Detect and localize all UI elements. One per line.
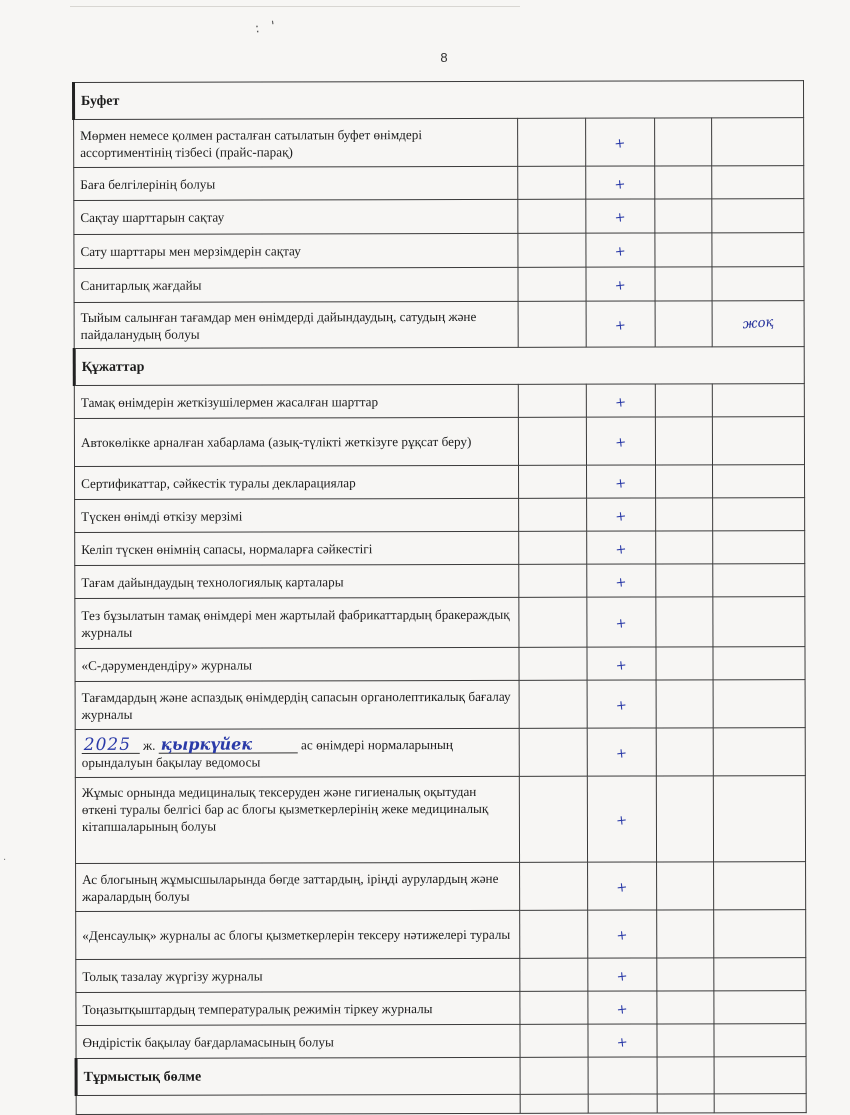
checklist-row [74, 384, 804, 419]
row-label: Сату шарттары мен мерзімдерін сақтау [74, 233, 518, 268]
row-label: Ас блогының жұмысшыларында бөгде заттардың, іріңді аурулардың және жаралардың болуы [76, 862, 520, 911]
row-label: «Денсаулық» журналы ас блогы қызметкерлерін тексеру нәтижелері туралы [76, 910, 520, 959]
cell-empty [519, 597, 587, 647]
cell-empty [714, 1057, 806, 1094]
cell-empty [656, 465, 713, 498]
cell-empty [713, 597, 805, 647]
handwritten-plus-mark: + [616, 968, 629, 985]
cell-empty [713, 680, 805, 728]
check-mark-cell [585, 233, 655, 267]
cell-empty [519, 862, 587, 910]
check-mark-cell [585, 199, 655, 233]
section-title: Тұрмыстық бөлме [76, 1057, 520, 1095]
note-cell [712, 233, 804, 267]
cell-empty [714, 862, 806, 910]
cell-empty [656, 384, 713, 417]
cell-empty [519, 564, 587, 597]
cell-empty [519, 680, 587, 728]
cell-empty [713, 417, 805, 465]
row-label: Тыйым салынған тағамдар мен өнімдерді дайындаудың, сатудың және пайдаланудың болуы [74, 301, 518, 348]
cell-empty [714, 991, 806, 1024]
note-cell [712, 199, 804, 233]
check-mark-cell [586, 417, 656, 465]
check-mark-cell [585, 118, 655, 166]
handwritten-plus-mark: + [615, 616, 628, 633]
checklist-row [76, 991, 806, 1026]
handwritten-plus-mark: + [614, 318, 628, 335]
cell-empty [713, 531, 805, 564]
checklist-row [75, 680, 805, 730]
row-label: Мөрмен немесе қолмен расталған сатылатын буфет өнімдері ассортиментінің тізбесі (прайс-парақ) [74, 118, 518, 167]
cell-empty [713, 465, 805, 498]
cell-empty [518, 166, 586, 199]
note-cell [712, 166, 804, 199]
check-mark-cell [586, 564, 656, 597]
section-header-row [76, 1057, 806, 1096]
checklist-row [75, 465, 805, 500]
scan-dot: · [3, 855, 7, 866]
page-number: 8 [440, 50, 448, 65]
handwritten-plus-mark: + [615, 880, 629, 897]
check-mark-cell [586, 465, 656, 498]
handwritten-plus-mark: + [614, 210, 627, 227]
check-mark-cell [588, 1024, 658, 1057]
checklist-row [74, 267, 804, 303]
checklist-row [74, 301, 804, 349]
handwritten-plus-mark: + [616, 1034, 629, 1051]
handwritten-plus-mark: + [614, 394, 628, 411]
row-label: Санитарлық жағдайы [74, 267, 518, 302]
cell-empty [520, 958, 588, 991]
checklist-row [74, 199, 804, 235]
cell-empty [518, 465, 586, 498]
cell-empty [656, 647, 713, 680]
cell-empty [655, 166, 712, 199]
cell-empty [518, 417, 586, 465]
check-mark-cell [587, 776, 657, 862]
checklist-row [74, 118, 804, 168]
handwritten-plus-mark: + [615, 813, 629, 830]
scan-edge-line [70, 6, 520, 7]
handwritten-year: 2025 [82, 736, 140, 753]
check-mark-cell [586, 301, 656, 347]
checklist-row [75, 776, 805, 864]
handwritten-plus-mark: + [615, 698, 629, 715]
cell-empty [519, 910, 587, 958]
section-title: Құжаттар [74, 347, 804, 386]
handwritten-plus-mark: + [615, 657, 628, 674]
cell-empty [518, 267, 586, 301]
cell-empty [656, 564, 713, 597]
cell-empty [518, 384, 586, 417]
cell-empty [714, 1024, 806, 1057]
check-mark-cell [586, 498, 656, 531]
cell-empty [518, 531, 586, 564]
handwritten-plus-mark: + [614, 435, 628, 452]
checklist-row [74, 166, 804, 201]
cell-empty [713, 564, 805, 597]
row-label-rest: ас өнімдері нормаларының орындалуын бақылау ведомосы [81, 736, 453, 770]
cell-empty [520, 1024, 588, 1057]
cell-empty [656, 498, 713, 531]
check-mark-cell [586, 597, 656, 647]
cell-empty [655, 267, 712, 301]
row-label: Тез бұзылатын тамақ өнімдері мен жартылай фабрикаттардың бракераждық журналы [75, 597, 519, 648]
cell-empty [713, 776, 805, 862]
row-label: Автокөлікке арналған хабарлама (азық-түлікті жеткізуге рұқсат беру) [74, 417, 518, 466]
cell-empty [657, 1024, 714, 1057]
row-label: Тоңазытқыштардың температуралық режимін тіркеу журналы [76, 991, 520, 1025]
checklist-row [76, 1024, 806, 1059]
handwritten-plus-mark: + [615, 541, 628, 558]
cell-empty [656, 597, 713, 647]
handwritten-plus-mark: + [614, 508, 628, 525]
handwritten-month: қыркүйек [159, 736, 298, 753]
check-mark-cell [586, 531, 656, 564]
checklist-row [75, 531, 805, 566]
cell-empty [657, 776, 714, 862]
cell-empty [714, 958, 806, 991]
row-label: Сақтау шарттарын сақтау [74, 199, 518, 234]
handwritten-note: жоқ [742, 315, 775, 333]
year-suffix: ж. [143, 737, 156, 753]
cell-empty [656, 680, 713, 728]
cell-empty [518, 498, 586, 531]
check-mark-cell [587, 991, 657, 1024]
checklist-row [76, 910, 806, 960]
check-mark-cell [586, 384, 656, 417]
handwritten-plus-mark: + [615, 574, 628, 591]
cell-empty [713, 647, 805, 680]
check-mark-cell [587, 647, 657, 680]
handwritten-plus-mark: + [616, 928, 629, 945]
cell-empty [657, 910, 714, 958]
check-mark-cell [586, 267, 656, 301]
note-cell [712, 267, 804, 301]
row-label: Өндірістік бақылау бағдарламасының болуы [76, 1024, 520, 1058]
cell-empty [657, 1057, 714, 1094]
cell-empty [656, 531, 713, 564]
section-header-row [74, 347, 804, 386]
cell-empty [518, 233, 586, 267]
scan-specks: : ' [254, 18, 281, 37]
cell-empty [712, 384, 804, 417]
row-label [75, 728, 519, 777]
row-label: Түскен өнімді өткізу мерзімі [75, 498, 519, 532]
row-label: Тағам дайындаудың технологиялық карталары [75, 564, 519, 598]
checklist-row [74, 417, 804, 467]
cell-empty [656, 417, 713, 465]
checklist-row [75, 564, 805, 599]
check-mark-cell [587, 680, 657, 728]
cell-empty [517, 118, 585, 166]
handwritten-plus-mark: + [614, 136, 627, 153]
row-label: Сертификаттар, сәйкестік туралы декларациялар [75, 465, 519, 499]
note-cell [712, 301, 804, 347]
cell-empty [713, 498, 805, 531]
row-label: «С-дәрумендендіру» журналы [75, 647, 519, 681]
cell-empty [655, 233, 712, 267]
checklist-row [75, 498, 805, 533]
cell-empty [518, 301, 586, 347]
cell-empty [519, 647, 587, 680]
row-label: Тағамдардың және аспаздық өнімдердің сапасын органолептикалық бағалау журналы [75, 680, 519, 729]
cell-empty [519, 728, 587, 776]
check-mark-cell [585, 166, 655, 199]
cell-empty [518, 199, 586, 233]
cell-empty [713, 728, 805, 776]
cell-empty [657, 728, 714, 776]
section-title: Буфет [74, 81, 804, 120]
check-mark-cell [587, 728, 657, 776]
handwritten-plus-mark: + [614, 176, 627, 193]
cell-empty [657, 862, 714, 910]
cell-empty [655, 199, 712, 233]
section-header-row [74, 81, 804, 120]
cut-off-row [76, 1094, 806, 1115]
check-mark-cell [587, 862, 657, 910]
handwritten-plus-mark: + [614, 244, 627, 261]
row-label: Тамақ өнімдерін жеткізушілермен жасалған шарттар [74, 384, 518, 418]
checklist-row [74, 233, 804, 269]
cell-empty [519, 776, 587, 862]
inspection-checklist-table [72, 80, 807, 1115]
cell-empty [588, 1057, 658, 1094]
row-label: Келіп түскен өнімнің сапасы, нормаларға сәйкестігі [75, 531, 519, 565]
note-cell [712, 118, 804, 166]
handwritten-plus-mark: + [615, 746, 629, 763]
cell-empty [520, 1057, 588, 1094]
checklist-row [75, 647, 805, 682]
handwritten-plus-mark: + [614, 278, 627, 295]
checklist-row [75, 728, 805, 778]
row-label: Жұмыс орнында медициналық тексеруден және гигиеналық оқытудан өткені туралы белгісі бар ас блогы қызметкерлерінің жеке медициналық кітапшаларының болуы [75, 776, 519, 863]
cell-empty [714, 910, 806, 958]
cell-empty [520, 991, 588, 1024]
handwritten-plus-mark: + [616, 1001, 629, 1018]
checklist-row [76, 958, 806, 993]
check-mark-cell [587, 958, 657, 991]
check-mark-cell [587, 910, 657, 958]
checklist-row [76, 862, 806, 912]
cell-empty [655, 301, 712, 347]
cell-empty [657, 991, 714, 1024]
cell-empty [657, 958, 714, 991]
handwritten-plus-mark: + [614, 475, 628, 492]
checklist-row [75, 597, 805, 649]
row-label: Толық тазалау жүргізу журналы [76, 958, 520, 992]
cell-empty [655, 118, 712, 166]
row-label: Баға белгілерінің болуы [74, 166, 518, 200]
